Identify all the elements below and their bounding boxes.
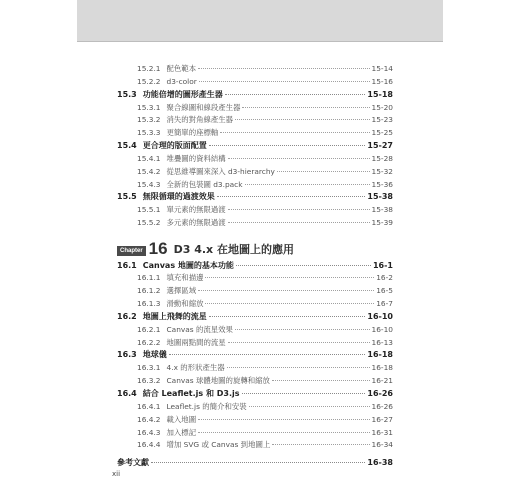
toc-entry-title [137, 362, 225, 373]
toc-entry-title [117, 140, 207, 151]
toc-section-entry [117, 456, 393, 470]
toc-leader-dots [199, 73, 370, 82]
toc-page-number: 16-10 [371, 325, 393, 334]
toc-page-number: 15-16 [371, 77, 393, 86]
toc-page-number: 15-27 [367, 141, 393, 150]
toc-page-number: 15-20 [371, 103, 393, 112]
toc-entry-number: 15.4 [117, 141, 137, 150]
toc-entry-number: 16.3 [117, 350, 137, 359]
toc-entry-title [137, 427, 196, 438]
toc-entry-number: 15.3.2 [137, 115, 161, 124]
toc-entry-number: 16.4.1 [137, 402, 161, 411]
toc-entry-number: 16.4 [117, 389, 137, 398]
toc-page-number: 16-38 [367, 458, 393, 467]
toc-leader-dots [228, 214, 370, 223]
toc-leader-dots [151, 454, 365, 463]
toc-page-number: 15-14 [371, 64, 393, 73]
toc-leader-dots [209, 308, 366, 317]
toc-entry-text: d3-color [166, 77, 197, 86]
toc-leader-dots [198, 411, 369, 420]
toc-entry-text: 配色範本 [166, 64, 197, 73]
toc-entry-number: 15.3 [117, 90, 137, 99]
chapter-heading [117, 238, 294, 258]
toc-entry-number: 16.1.3 [137, 299, 161, 308]
chapter-number: 16 [148, 239, 168, 258]
toc-entry-title [137, 439, 270, 450]
toc-page-number: 15-32 [371, 167, 393, 176]
toc-leader-dots [198, 424, 369, 433]
toc-entry-number: 16.2.2 [137, 338, 161, 347]
page-number: xii [112, 470, 121, 478]
toc-leader-dots [227, 359, 370, 368]
toc-leader-dots [205, 295, 374, 304]
toc-page-number: 16-13 [371, 338, 393, 347]
toc-entry-title [117, 349, 167, 360]
toc-entry-number: 15.5.2 [137, 218, 161, 227]
toc-entry-number: 15.5.1 [137, 205, 161, 214]
toc-leader-dots [228, 201, 370, 210]
toc-page-number: 15-38 [371, 205, 393, 214]
toc-page-number: 15-23 [371, 115, 393, 124]
toc-leader-dots [217, 188, 366, 197]
toc-entry-number: 15.4.1 [137, 154, 161, 163]
toc-page-number: 16-2 [376, 273, 393, 282]
toc-entry-text: 加入標記 [166, 428, 197, 437]
toc-entry-number: 16.3.2 [137, 376, 161, 385]
toc-entry-text: 無限循環的過渡效果 [142, 192, 215, 201]
toc-entry-text: 地球儀 [142, 350, 167, 359]
toc-entry-text: 從思維導圖來深入 d3-hierarchy [166, 167, 275, 176]
toc-entry-number: 15.3.3 [137, 128, 161, 137]
toc-entry-title [137, 414, 196, 425]
toc-page-number: 15-36 [371, 180, 393, 189]
toc-entry-text: Canvas 地圖的基本功能 [142, 261, 234, 270]
toc-leader-dots [272, 372, 370, 381]
toc-leader-dots [169, 346, 366, 355]
chapter-label: Chapter [117, 246, 146, 256]
toc-leader-dots [228, 334, 370, 343]
toc-entry-title [137, 77, 197, 86]
toc-entry-text: 地圖兩點間的流星 [166, 338, 226, 347]
toc-leader-dots [235, 111, 369, 120]
toc-entry-number: 15.3.1 [137, 103, 161, 112]
toc-entry-number: 15.4.3 [137, 180, 161, 189]
toc-entry-number: 16.4.2 [137, 415, 161, 424]
toc-entry-text: 填充和描邊 [166, 273, 204, 282]
toc-entry-text: 聚合線圖和線段產生器 [166, 103, 241, 112]
toc-entry-text: 4.x 的形狀產生器 [166, 363, 225, 372]
toc-entry-number: 15.5 [117, 192, 137, 201]
toc-leader-dots [242, 385, 366, 394]
toc-leader-dots [272, 436, 369, 445]
toc-page-number: 16-21 [371, 376, 393, 385]
toc-page-number: 16-7 [376, 299, 393, 308]
toc-subsection-entry [137, 216, 393, 230]
toc-entry-text: 滑動和縮放 [166, 299, 204, 308]
toc-entry-title [117, 89, 223, 100]
toc-page-number: 15-28 [371, 154, 393, 163]
toc-page-number: 16-18 [371, 363, 393, 372]
toc-entry-text: 地圖上飛舞的流星 [142, 312, 207, 321]
toc-leader-dots [198, 282, 374, 291]
toc-page-number: 15-38 [367, 192, 393, 201]
toc-entry-number: 16.4.3 [137, 428, 161, 437]
toc-leader-dots [220, 124, 369, 133]
toc-entry-text: 更合理的版面配置 [142, 141, 207, 150]
toc-subsection-entry [137, 438, 393, 452]
toc-entry-number: 16.2 [117, 312, 137, 321]
toc-entry-text: 功能倍增的圖形產生器 [142, 90, 223, 99]
toc-entry-text: Leaflet.js 的簡介和安裝 [166, 402, 247, 411]
toc-entry-title [137, 127, 218, 138]
toc-page-number: 16-31 [371, 428, 393, 437]
toc-entry-number: 16.1.1 [137, 273, 161, 282]
toc-leader-dots [235, 321, 370, 330]
toc-entry-title [137, 217, 226, 228]
toc-entry-title [137, 324, 233, 335]
toc-leader-dots [225, 86, 366, 95]
toc-entry-text: 單元素的無限過渡 [166, 205, 226, 214]
toc-entry-title [117, 388, 240, 399]
toc-entry-number: 16.1 [117, 261, 137, 270]
toc-entry-text: 消失的對角線產生器 [166, 115, 234, 124]
toc-entry-title [137, 102, 240, 113]
toc-entry-title [137, 285, 196, 296]
toc-leader-dots [236, 257, 371, 266]
toc-leader-dots [205, 269, 374, 278]
toc-page-number: 16-26 [371, 402, 393, 411]
toc-entry-text: Canvas 球體地圖的旋轉和縮放 [166, 376, 270, 385]
toc-entry-number: 16.4.4 [137, 440, 161, 449]
toc-entry-text: 參考文獻 [117, 458, 149, 467]
toc-page-number: 16-26 [367, 389, 393, 398]
toc-entry-title [117, 457, 149, 468]
toc-entry-title [117, 311, 207, 322]
toc-entry-title [117, 191, 215, 202]
toc-page-number: 15-39 [371, 218, 393, 227]
toc-entry-title [137, 63, 196, 74]
toc-leader-dots [277, 163, 370, 172]
toc-leader-dots [249, 398, 370, 407]
toc-entry-title [137, 204, 226, 215]
toc-entry-text: 選擇區域 [166, 286, 197, 295]
toc-leader-dots [245, 176, 370, 185]
toc-entry-title [137, 114, 233, 125]
toc-page-number: 16-34 [371, 440, 393, 449]
toc-leader-dots [228, 150, 370, 159]
toc-page-number: 15-25 [371, 128, 393, 137]
toc-entry-text: 全新的包裝圖 d3.pack [166, 180, 243, 189]
toc-entry-text: 多元素的無限過渡 [166, 218, 226, 227]
toc-leader-dots [242, 99, 369, 108]
toc-entry-number: 15.4.2 [137, 167, 161, 176]
toc-entry-title [137, 298, 203, 309]
toc-page-number: 16-5 [376, 286, 393, 295]
toc-entry-title [137, 272, 203, 283]
toc-entry-number: 15.2.1 [137, 64, 161, 73]
toc-leader-dots [198, 60, 369, 69]
toc-entry-text: 載入地圖 [166, 415, 197, 424]
toc-entry-number: 16.1.2 [137, 286, 161, 295]
toc-page-number: 16-1 [372, 261, 393, 270]
toc-entry-title [137, 153, 226, 164]
toc-page-number: 16-10 [367, 312, 393, 321]
toc-entry-text: Canvas 的流星效果 [166, 325, 233, 334]
toc-entry-text: 堆疊圖的資料結構 [166, 154, 226, 163]
toc-entry-text: 增加 SVG 或 Canvas 到地圖上 [166, 440, 271, 449]
toc-page-number: 16-27 [371, 415, 393, 424]
toc-leader-dots [209, 137, 366, 146]
toc-entry-text: 結合 Leaflet.js 和 D3.js [142, 389, 240, 398]
toc-entry-number: 15.2.2 [137, 77, 161, 86]
toc-entry-text: 更簡單的座標軸 [166, 128, 219, 137]
toc-entry-number: 16.2.1 [137, 325, 161, 334]
toc-page-number: 16-18 [367, 350, 393, 359]
chapter-title: D3 4.x 在地圖上的應用 [173, 243, 294, 256]
toc-page-number: 15-18 [367, 90, 393, 99]
toc-entry-number: 16.3.1 [137, 363, 161, 372]
